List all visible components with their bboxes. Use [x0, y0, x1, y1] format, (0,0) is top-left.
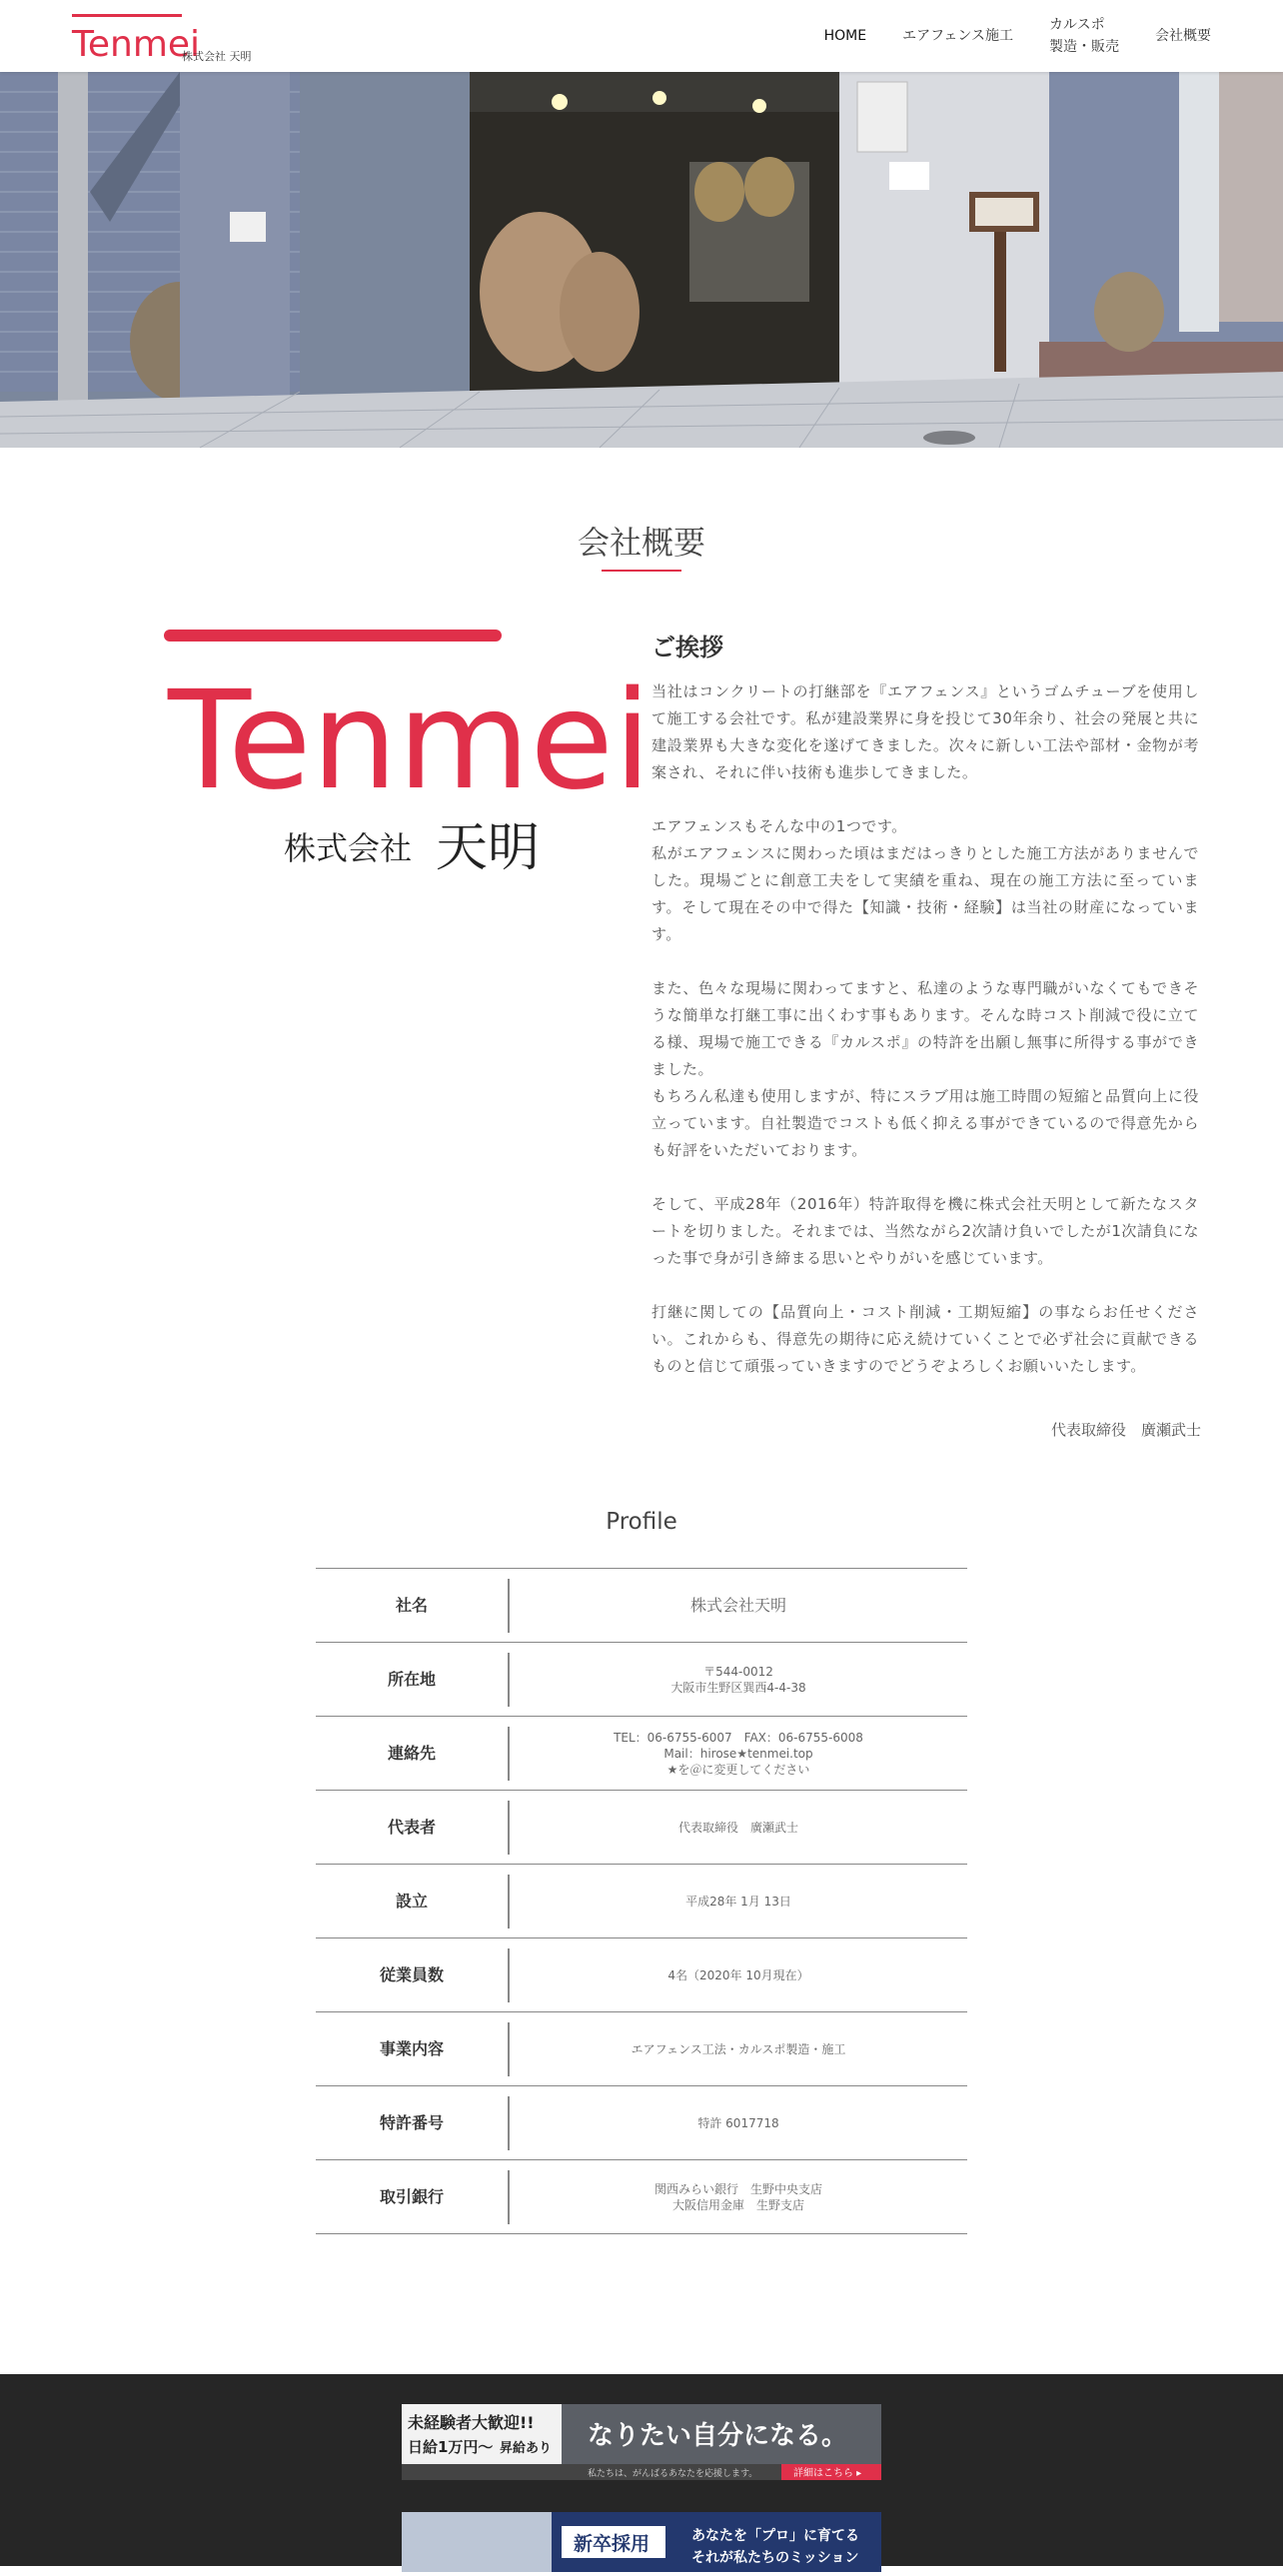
- table-row: [316, 1643, 967, 1717]
- table-row: [316, 2086, 967, 2160]
- hero-photo: [0, 72, 1283, 448]
- nav-company-label: 会社概要: [1155, 28, 1211, 44]
- nav-calspo-label2: 製造・販売: [1049, 39, 1119, 55]
- greeting-paragraph: また、色々な現場に関わってますと、私達のような専門職がいなくてもできそうな簡単な打継工事に出くわす事もあります。そんな時コスト削減で役に立てる様、現場で施工できる『カルスポ』の特許を出願し無事に所得する事ができました。: [651, 979, 1199, 1078]
- profile-value: [510, 1948, 967, 2002]
- profile-value-line: 4名（2020年 10月現在）: [667, 1967, 809, 1982]
- profile-value-line: 特許 6017718: [697, 2115, 779, 2130]
- banner1-tag1: 未経験者大歓迎!!: [408, 2413, 535, 2432]
- logo-wordmark: Tenmei: [72, 24, 201, 65]
- table-row: [316, 1865, 967, 1938]
- banner2-tag: 新卒採用: [574, 2533, 650, 2555]
- greeting-paragraph: 当社はコンクリートの打継部を『エアフェンス』というゴムチューブを使用して施工する会社です。私が建設業界に身を投じて30年余り、社会の発展と共に建設業界も大きな変化を遂げてきました。次々に新しい工法や部材・金物が考案され、それに伴い技術も進歩してきました。: [651, 682, 1199, 781]
- nav-company[interactable]: [1155, 25, 1211, 47]
- profile-key: 社名: [316, 1579, 510, 1633]
- logo-large-wordmark: Tenmei: [168, 662, 651, 820]
- greeting-paragraph: 私がエアフェンスに関わった頃はまだはっきりとした施工方法がありませんでした。現場ごとに創意工夫をして実績を重ね、現在の施工方法に至っています。そして現在その中で得た【知識・技術・経験】は当社の財産になっています。: [651, 844, 1199, 943]
- table-row: [316, 1938, 967, 2012]
- company-logo-large: [160, 620, 651, 879]
- table-row: [316, 2160, 967, 2234]
- logo-company-name: 株式会社 天明: [182, 50, 252, 63]
- profile-value-line: 関西みらい銀行 生野中央支店: [653, 2181, 822, 2196]
- banner1-headline: なりたい自分になる。: [588, 2421, 848, 2451]
- greeting-paragraph: エアフェンスもそんな中の1つです。: [651, 817, 907, 835]
- profile-value: [510, 1727, 967, 1781]
- profile-value: [510, 1653, 967, 1707]
- profile-value: [510, 1579, 967, 1633]
- profile-table: [316, 1568, 967, 2234]
- profile-key: 特許番号: [316, 2096, 510, 2150]
- profile-key: 設立: [316, 1875, 510, 1929]
- logo-large-company-type: 株式会社: [284, 829, 413, 867]
- greeting-section: [651, 628, 1199, 1407]
- greeting-paragraph: 打継に関しての【品質向上・コスト削減・工期短縮】の事ならお任せください。これからも、得意先の期待に応え続けていくことで必ず社会に貢献できるものと信じて頑張っていきますのでどうぞよろしくお願いいたします。: [651, 1303, 1199, 1375]
- table-row: [316, 1569, 967, 1643]
- profile-value-line: 平成28年 1月 13日: [685, 1894, 791, 1909]
- profile-key: 事業内容: [316, 2022, 510, 2076]
- profile-value-line: Mail：hirose★tenmei.top: [663, 1746, 813, 1761]
- greeting-paragraph: もちろん私達も使用しますが、特にスラブ用は施工時間の短縮と品質向上に役立っています。自社製造でコストも低く抑える事ができているので得意先からも好評をいただいております。: [651, 1087, 1199, 1159]
- profile-key: 代表者: [316, 1801, 510, 1855]
- title-underline: [602, 570, 681, 572]
- banner2-line1: あなたを「プロ」に育てる: [691, 2528, 859, 2544]
- nav-home-label: HOME: [823, 28, 867, 44]
- recruit-banner-experienced[interactable]: [402, 2404, 881, 2480]
- profile-value: [510, 1875, 967, 1929]
- profile-value: [510, 2170, 967, 2224]
- profile-value-line: 代表取締役 廣瀬武士: [677, 1820, 798, 1835]
- nav-airfence[interactable]: [902, 25, 1013, 47]
- profile-key: 連絡先: [316, 1727, 510, 1781]
- profile-value-line: ★を＠に変更してください: [666, 1762, 810, 1777]
- recruit-banner-graduate[interactable]: [402, 2512, 881, 2572]
- profile-value: [510, 1801, 967, 1855]
- banner1-tag2a: 日給1万円〜: [408, 2438, 494, 2456]
- banner2-line2: それが私たちのミッション: [691, 2550, 859, 2566]
- nav-home[interactable]: [824, 25, 866, 47]
- greeting-heading: ご挨拶: [651, 634, 723, 661]
- profile-value-line: 株式会社天明: [689, 1595, 786, 1615]
- table-row: [316, 2012, 967, 2086]
- main-nav: [788, 0, 1211, 72]
- profile-key: 所在地: [316, 1653, 510, 1707]
- page-title: 会社概要: [577, 524, 705, 562]
- site-header: [0, 0, 1283, 72]
- profile-value-line: 大阪市生野区巽西4-4-38: [670, 1680, 806, 1695]
- profile-key: 従業員数: [316, 1948, 510, 2002]
- nav-calspo[interactable]: [1049, 14, 1119, 58]
- logo-large-company-name: 天明: [436, 818, 541, 878]
- greeting-signature: 代表取締役 廣瀬武士: [1050, 1421, 1201, 1439]
- banner1-tag2b: 昇給あり: [500, 2441, 553, 2456]
- profile-value-line: 大阪信用金庫 生野支店: [671, 2197, 804, 2212]
- nav-airfence-label: エアフェンス施工: [902, 28, 1013, 44]
- table-row: [316, 1791, 967, 1865]
- profile-value-line: エアフェンス工法・カルスポ製造・施工: [631, 2041, 846, 2056]
- profile-key: 取引銀行: [316, 2170, 510, 2224]
- profile-value-line: TEL：06-6755-6007 FAX：06-6755-6008: [614, 1730, 863, 1745]
- nav-calspo-label: カルスポ: [1049, 17, 1105, 33]
- profile-value: [510, 2022, 967, 2076]
- profile-title: Profile: [606, 1509, 677, 1535]
- profile-value: [510, 2096, 967, 2150]
- banner1-subtext: 私たちは、がんばるあなたを応援します。: [588, 2469, 758, 2479]
- site-logo[interactable]: [70, 8, 260, 65]
- table-row: [316, 1717, 967, 1791]
- profile-value-line: 〒544-0012: [703, 1664, 773, 1679]
- greeting-paragraph: そして、平成28年（2016年）特許取得を機に株式会社天明として新たなスタートを切りました。それまでは、当然ながら2次請け負いでしたが1次請負になった事で身が引き締まる思いとやりがいを感じています。: [651, 1195, 1199, 1267]
- banner1-cta: 詳細はこちら ▸: [793, 2468, 862, 2479]
